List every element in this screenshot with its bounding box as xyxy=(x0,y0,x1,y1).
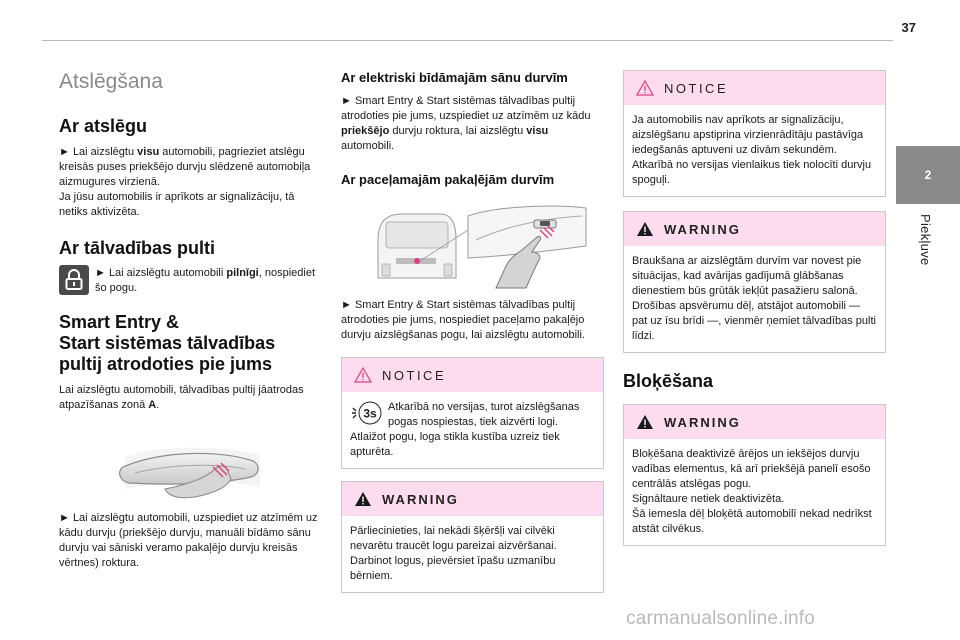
page-title: Atslēgšana xyxy=(59,70,163,93)
column-1 xyxy=(59,62,321,571)
warning-text-horn: Signāltaure netiek deaktivizēta. xyxy=(632,493,785,505)
warning-text-obstacles: Pārliecinieties, lai nekādi šķēršļi vai cilvēki nevarētu traucēt logu pareizai aizvēršanai. xyxy=(350,525,557,552)
key-alarm-text: Ja jūsu automobilis ir aprīkots ar signalizāciju, tā netiks aktivizēta. xyxy=(59,191,295,218)
warning-label: WARNING xyxy=(664,414,741,430)
smart-entry-instruction: ► Lai aizslēgtu automobili, uzspiediet uz atzīmēm uz kādu durvju (priekšējo durvju, manuāli bīdāmo sānu durvju vai sāniski veramo pakaļējo durvju kreisās vērtnes) roktura. xyxy=(59,512,318,569)
warning-box-locked-doors xyxy=(623,211,886,353)
header-rule xyxy=(42,40,893,41)
hold-3s-icon xyxy=(350,400,382,426)
chapter-tab[interactable] xyxy=(896,146,960,204)
warning-header xyxy=(624,405,885,439)
notice-text-mirrors: Atkarībā no versijas vienlaikus tiek nolocīti durvju spoguļi. xyxy=(632,159,872,186)
notice-label: NOTICE xyxy=(664,80,729,96)
chapter-title: Piekļuve xyxy=(918,214,933,266)
notice-box-alarm xyxy=(623,70,886,197)
notice-triangle-icon xyxy=(636,80,654,96)
notice-box-windows xyxy=(341,357,604,469)
svg-text:3s: 3s xyxy=(363,406,377,421)
warning-header xyxy=(342,482,603,516)
column-2 xyxy=(341,70,603,593)
warning-text-controls: Bloķēšana deaktivizē ārējos un iekšējos durvju vadības elementus, kā arī priekšējā panelī esošo centrālās atslēgas pogu. xyxy=(632,448,871,490)
rear-door-heading: Ar paceļamajām pakaļējām durvīm xyxy=(341,172,555,187)
notice-text-indicators: Ja automobilis nav aprīkots ar signalizāciju, aizslēgšanu apstiprina virzienrādītāju pastāvīga iedegšanās aptuveni uz divām sekundēm. xyxy=(632,114,864,156)
notice-text-windows: Atkarībā no versijas, turot aizslēgšanas pogas nospiestas, tiek aizvērti logi. xyxy=(388,401,580,428)
remote-text: ► Lai aizslēgtu automobili pilnīgi, nospiediet šo pogu. xyxy=(95,267,316,294)
warning-label: WARNING xyxy=(382,491,459,507)
tailgate-illustration xyxy=(356,200,588,290)
notice-header xyxy=(342,358,603,392)
key-text: ► Lai aizslēgtu visu automobili, pagrieziet atslēgu kreisās puses priekšējo durvju slēdzenē automobiļa aizmugures virzienā. xyxy=(59,146,311,188)
smart-entry-heading: Smart Entry & Start sistēmas tālvadības pultij atrodoties pie jums xyxy=(59,312,276,374)
warning-label: WARNING xyxy=(664,221,741,237)
deadlocking-heading: Bloķēšana xyxy=(623,371,714,391)
warning-triangle-icon xyxy=(636,221,654,237)
remote-lock-row xyxy=(59,265,321,296)
warning-text-rescue: Braukšana ar aizslēgtām durvīm var novest pie situācijas, kad avārijas gadījumā glābšanas dienestiem būs grūtāk iekļūt pasažieru salonā. xyxy=(632,255,862,297)
notice-label: NOTICE xyxy=(382,367,447,383)
warning-text-people: Šā iemesla dēļ bloķētā automobilī nekad nedrīkst atstāt cilvēkus. xyxy=(632,508,872,535)
rear-door-text: ► Smart Entry & Start sistēmas tālvadības pultij atrodoties pie jums, nospiediet paceļamo pakaļējo durvju aizslēgšanas pogu, lai aizslēgtu automobili. xyxy=(341,299,585,341)
warning-box-deadlocking xyxy=(623,404,886,546)
door-handle-illustration xyxy=(115,427,265,503)
warning-text-children: Darbinot logus, pievērsiet īpašu uzmanību bērniem. xyxy=(350,555,556,582)
lock-button-icon xyxy=(59,265,89,295)
warning-triangle-icon xyxy=(636,414,654,430)
warning-text-remote: Drošības apsvērumu dēļ, atstājot automobili — pat uz īsu brīdi —, vienmēr ņemiet tālvadības pulti līdzi. xyxy=(632,300,876,342)
watermark: carmanualsonline.info xyxy=(626,608,816,629)
notice-text-release: Atlaižot pogu, loga stikla kustība uzreiz tiek apturēta. xyxy=(350,431,560,458)
key-heading: Ar atslēgu xyxy=(59,116,148,136)
remote-heading: Ar tālvadības pulti xyxy=(59,238,216,258)
smart-entry-text: Lai aizslēgtu automobili, tālvadības pultij jāatrodas atpazīšanas zonā A. xyxy=(59,384,304,411)
notice-header xyxy=(624,71,885,105)
sliding-door-heading: Ar elektriski bīdāmajām sānu durvīm xyxy=(341,70,568,85)
warning-header xyxy=(624,212,885,246)
page-number: 37 xyxy=(901,20,916,35)
warning-triangle-icon xyxy=(354,491,372,507)
sliding-door-text: ► Smart Entry & Start sistēmas tālvadības pultij atrodoties pie jums, uzspiediet uz atzīmēm uz kādu priekšējo durvju roktura, lai aizslēgtu visu automobili. xyxy=(341,95,591,152)
column-3 xyxy=(623,70,886,546)
warning-box-windows xyxy=(341,481,604,593)
chapter-number: 2 xyxy=(924,168,932,182)
notice-triangle-icon xyxy=(354,367,372,383)
